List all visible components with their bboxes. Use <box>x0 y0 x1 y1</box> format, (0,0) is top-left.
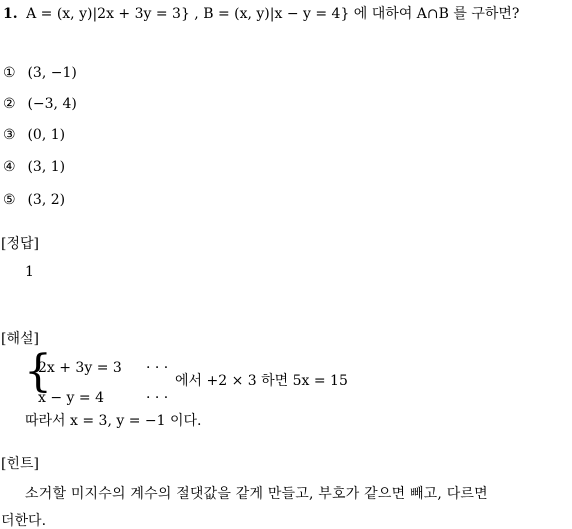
choice-4[interactable] <box>3 160 65 174</box>
system-eq2-tag: · · · <box>146 390 169 406</box>
choice-mark: ② <box>3 96 16 112</box>
system-eq1: 2x + 3y = 3 <box>38 360 122 376</box>
system-eq2: x − y = 4 <box>38 390 104 406</box>
answer-label: [정답] <box>1 236 39 252</box>
choice-mark: ① <box>3 65 16 81</box>
system-eq1-tag: · · · <box>146 360 169 376</box>
choice-5[interactable] <box>3 193 65 207</box>
choice-text: (3, −1) <box>27 65 77 81</box>
choice-text: (−3, 4) <box>27 96 77 112</box>
hint-label: [힌트] <box>1 456 39 472</box>
choice-text: (0, 1) <box>27 127 66 143</box>
system-after-text: 에서 +2 × 3 하면 5x = 15 <box>175 373 348 389</box>
hint-line-1: 소거할 미지수의 계수의 절댓값을 같게 만들고, 부호가 같으면 빼고, 다르면 <box>25 486 488 502</box>
question-number: 1. <box>3 6 18 22</box>
system-brace: { <box>24 346 52 397</box>
choice-2[interactable] <box>3 97 77 111</box>
choice-1[interactable] <box>3 66 77 80</box>
explanation-label: [해설] <box>1 331 39 347</box>
answer-value: 1 <box>25 264 34 280</box>
explanation-conclusion: 따라서 x = 3, y = −1 이다. <box>25 413 202 429</box>
choice-text: (3, 1) <box>27 159 66 175</box>
choice-3[interactable] <box>3 128 65 142</box>
question-stem: A = (x, y)|2x + 3y = 3} , B = (x, y)|x − y = 4} 에 대하여 A∩B 를 구하면? <box>26 6 520 22</box>
choice-text: (3, 2) <box>27 192 66 208</box>
choice-mark: ③ <box>3 127 16 143</box>
choice-mark: ⑤ <box>3 192 16 208</box>
choice-mark: ④ <box>3 159 16 175</box>
hint-line-2: 더한다. <box>1 513 47 529</box>
question-line <box>3 7 519 21</box>
